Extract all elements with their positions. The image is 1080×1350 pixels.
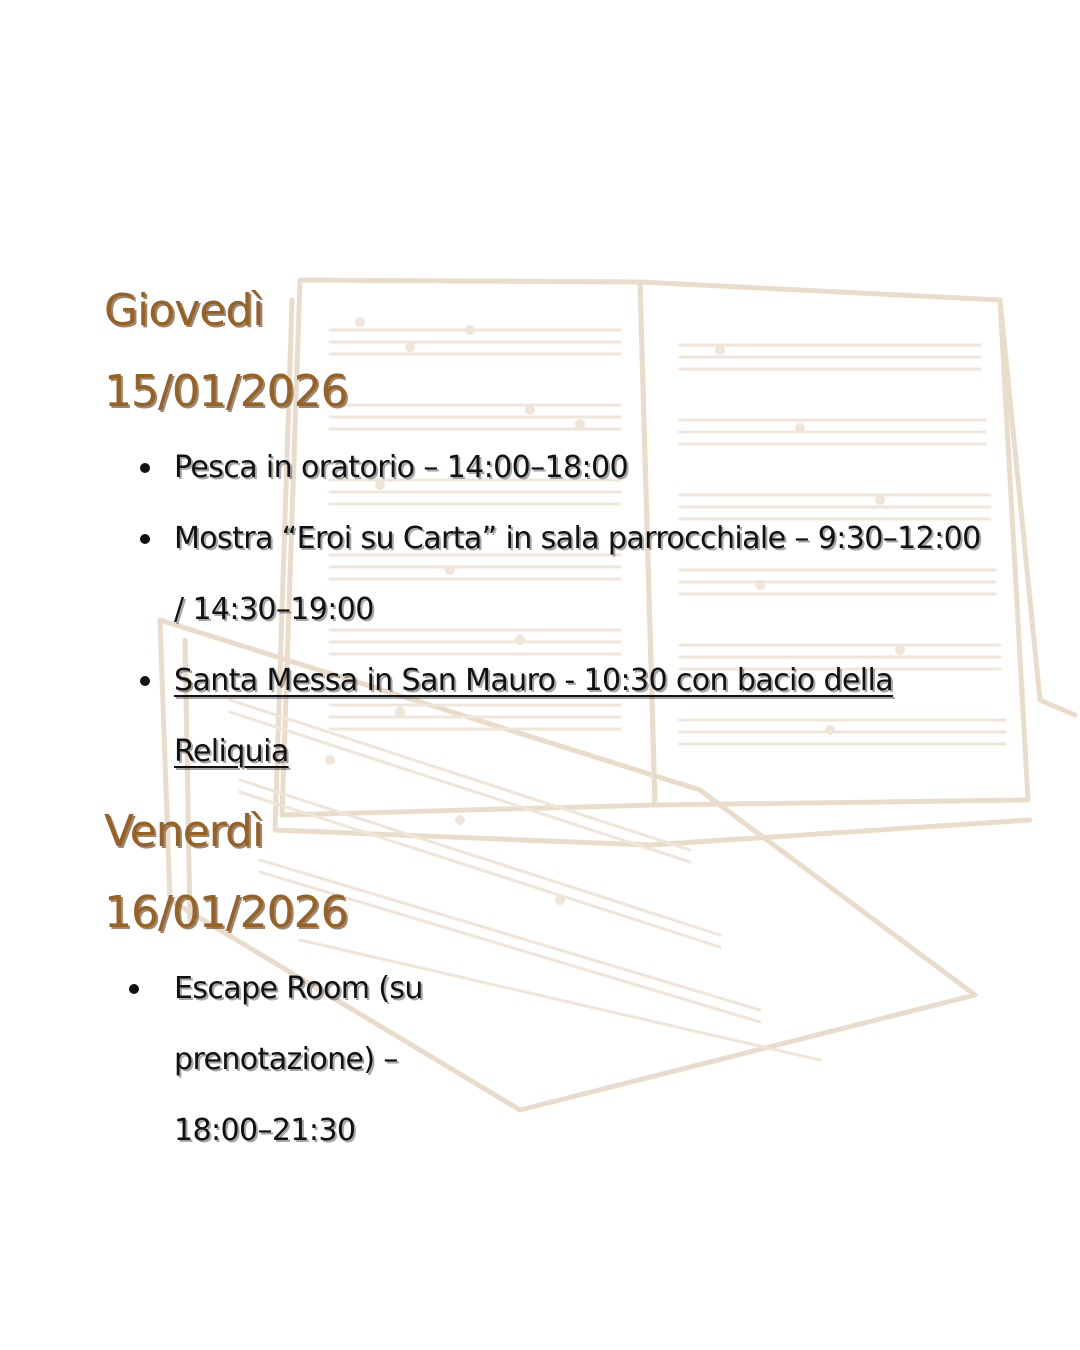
bullet-icon <box>129 984 139 994</box>
bullet-icon <box>140 463 150 473</box>
day-section <box>104 791 984 1166</box>
list-item <box>174 953 984 1166</box>
day-date: 16/01/2026 <box>104 887 348 938</box>
event-list <box>104 953 984 1166</box>
day-date: 15/01/2026 <box>104 366 348 417</box>
day-section <box>104 270 984 787</box>
event-link[interactable]: Santa Messa in San Mauro - 10:30 con bacio della Reliquia <box>174 663 894 769</box>
bullet-icon <box>140 534 150 544</box>
day-heading <box>104 791 984 953</box>
event-text: Escape Room (su prenotazione) – 18:00–21:30 <box>174 971 423 1148</box>
day-weekday: Giovedì <box>104 285 264 336</box>
schedule <box>104 270 984 1166</box>
list-item <box>174 432 984 503</box>
event-list <box>104 432 984 787</box>
event-text: Pesca in oratorio – 14:00–18:00 <box>174 450 629 485</box>
event-text: Mostra “Eroi su Carta” in sala parrocchiale – 9:30–12:00 / 14:30–19:00 <box>174 521 981 627</box>
bullet-icon <box>140 676 150 686</box>
list-item <box>174 645 984 787</box>
day-weekday: Venerdì <box>104 806 264 857</box>
list-item <box>174 503 984 645</box>
day-heading <box>104 270 984 432</box>
